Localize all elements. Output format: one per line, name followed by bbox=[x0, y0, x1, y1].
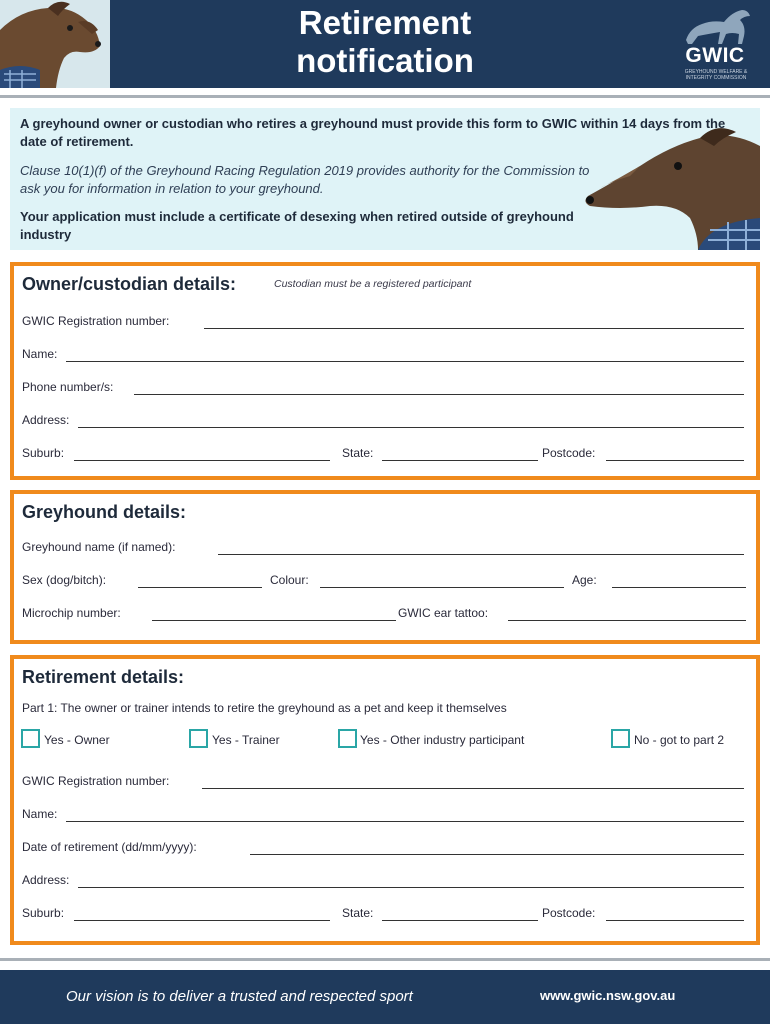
divider-bottom bbox=[0, 958, 770, 961]
header-banner bbox=[0, 0, 770, 88]
greyhound-sex-field[interactable] bbox=[138, 587, 262, 588]
owner-state-label: State: bbox=[342, 446, 374, 460]
retirement-address-field[interactable] bbox=[78, 887, 744, 888]
title-line-2: notification bbox=[296, 42, 474, 79]
page-title bbox=[0, 4, 770, 80]
greyhound-details-section bbox=[10, 490, 760, 644]
option-yes-owner-label: Yes - Owner bbox=[44, 733, 110, 747]
owner-postcode-field[interactable] bbox=[606, 460, 744, 461]
greyhound-ear-tattoo-label: GWIC ear tattoo: bbox=[398, 606, 489, 620]
retirement-postcode-field[interactable] bbox=[606, 920, 744, 921]
greyhound-name-field[interactable] bbox=[218, 554, 744, 555]
footer-banner bbox=[0, 970, 770, 1024]
greyhound-ear-tattoo-field[interactable] bbox=[508, 620, 746, 621]
owner-gwic-reg-label: GWIC Registration number: bbox=[22, 314, 170, 328]
checkbox-yes-owner[interactable] bbox=[21, 729, 40, 748]
greyhound-photo-intro bbox=[580, 126, 760, 250]
website-link[interactable]: www.gwic.nsw.gov.au bbox=[540, 988, 676, 1003]
greyhound-logo-icon bbox=[672, 6, 758, 46]
owner-section-title: Owner/custodian details: bbox=[22, 274, 237, 294]
owner-address-field[interactable] bbox=[78, 427, 744, 428]
option-no-label: No - got to part 2 bbox=[634, 733, 725, 747]
greyhound-name-label: Greyhound name (if named): bbox=[22, 540, 176, 554]
retirement-gwic-reg-field[interactable] bbox=[202, 788, 744, 789]
retirement-date-label: Date of retirement (dd/mm/yyyy): bbox=[22, 840, 197, 854]
intro-desexing-text: Your application must include a certificate of desexing when retired outside of greyhound industry bbox=[20, 209, 574, 242]
greyhound-colour-field[interactable] bbox=[320, 587, 564, 588]
owner-phone-field[interactable] bbox=[134, 394, 744, 395]
title-line-1: Retirement bbox=[298, 4, 472, 41]
greyhound-colour-label: Colour: bbox=[270, 573, 309, 587]
owner-suburb-field[interactable] bbox=[74, 460, 330, 461]
retirement-suburb-field[interactable] bbox=[74, 920, 330, 921]
checkbox-yes-trainer[interactable] bbox=[189, 729, 208, 748]
greyhound-age-label: Age: bbox=[572, 573, 597, 587]
greyhound-section-title: Greyhound details: bbox=[22, 502, 187, 522]
retirement-name-label: Name: bbox=[22, 807, 58, 821]
vision-statement: Our vision is to deliver a trusted and respected sport bbox=[66, 988, 413, 1005]
option-yes-trainer-label: Yes - Trainer bbox=[212, 733, 280, 747]
retirement-suburb-label: Suburb: bbox=[22, 906, 65, 920]
gwic-logo bbox=[672, 6, 758, 84]
logo-text: GWIC bbox=[685, 44, 745, 67]
greyhound-age-field[interactable] bbox=[612, 587, 746, 588]
owner-custodian-section bbox=[10, 262, 760, 480]
greyhound-microchip-label: Microchip number: bbox=[22, 606, 121, 620]
checkbox-no-part2[interactable] bbox=[611, 729, 630, 748]
owner-gwic-reg-field[interactable] bbox=[204, 328, 744, 329]
retirement-postcode-label: Postcode: bbox=[542, 906, 596, 920]
divider-top bbox=[0, 95, 770, 98]
owner-state-field[interactable] bbox=[382, 460, 538, 461]
owner-suburb-label: Suburb: bbox=[22, 446, 65, 460]
owner-section-note: Custodian must be a registered participant bbox=[274, 278, 472, 290]
intro-deadline-text: A greyhound owner or custodian who retires a greyhound must provide this form to GWIC within 14 days from the date of retirement. bbox=[20, 116, 726, 149]
owner-phone-label: Phone number/s: bbox=[22, 380, 114, 394]
greyhound-microchip-field[interactable] bbox=[152, 620, 396, 621]
greyhound-sex-label: Sex (dog/bitch): bbox=[22, 573, 107, 587]
intro-panel bbox=[10, 108, 760, 250]
retirement-details-section bbox=[10, 655, 760, 945]
intro-clause-text: Clause 10(1)(f) of the Greyhound Racing Regulation 2019 provides authority for the Commission to ask you for information in relation to your greyhound. bbox=[20, 163, 590, 196]
retirement-gwic-reg-label: GWIC Registration number: bbox=[22, 774, 170, 788]
checkbox-yes-other-participant[interactable] bbox=[338, 729, 357, 748]
retirement-section-title: Retirement details: bbox=[22, 667, 185, 687]
option-yes-other-label: Yes - Other industry participant bbox=[360, 733, 525, 747]
owner-postcode-label: Postcode: bbox=[542, 446, 596, 460]
retirement-part1-text: Part 1: The owner or trainer intends to retire the greyhound as a pet and keep it themselves bbox=[22, 701, 507, 715]
retirement-date-field[interactable] bbox=[250, 854, 744, 855]
retirement-address-label: Address: bbox=[22, 873, 70, 887]
owner-address-label: Address: bbox=[22, 413, 70, 427]
retirement-name-field[interactable] bbox=[66, 821, 744, 822]
retirement-state-field[interactable] bbox=[382, 920, 538, 921]
logo-subtext: GREYHOUND WELFARE & INTEGRITY COMMISSION bbox=[684, 69, 748, 81]
owner-name-label: Name: bbox=[22, 347, 58, 361]
retirement-state-label: State: bbox=[342, 906, 374, 920]
owner-name-field[interactable] bbox=[66, 361, 744, 362]
